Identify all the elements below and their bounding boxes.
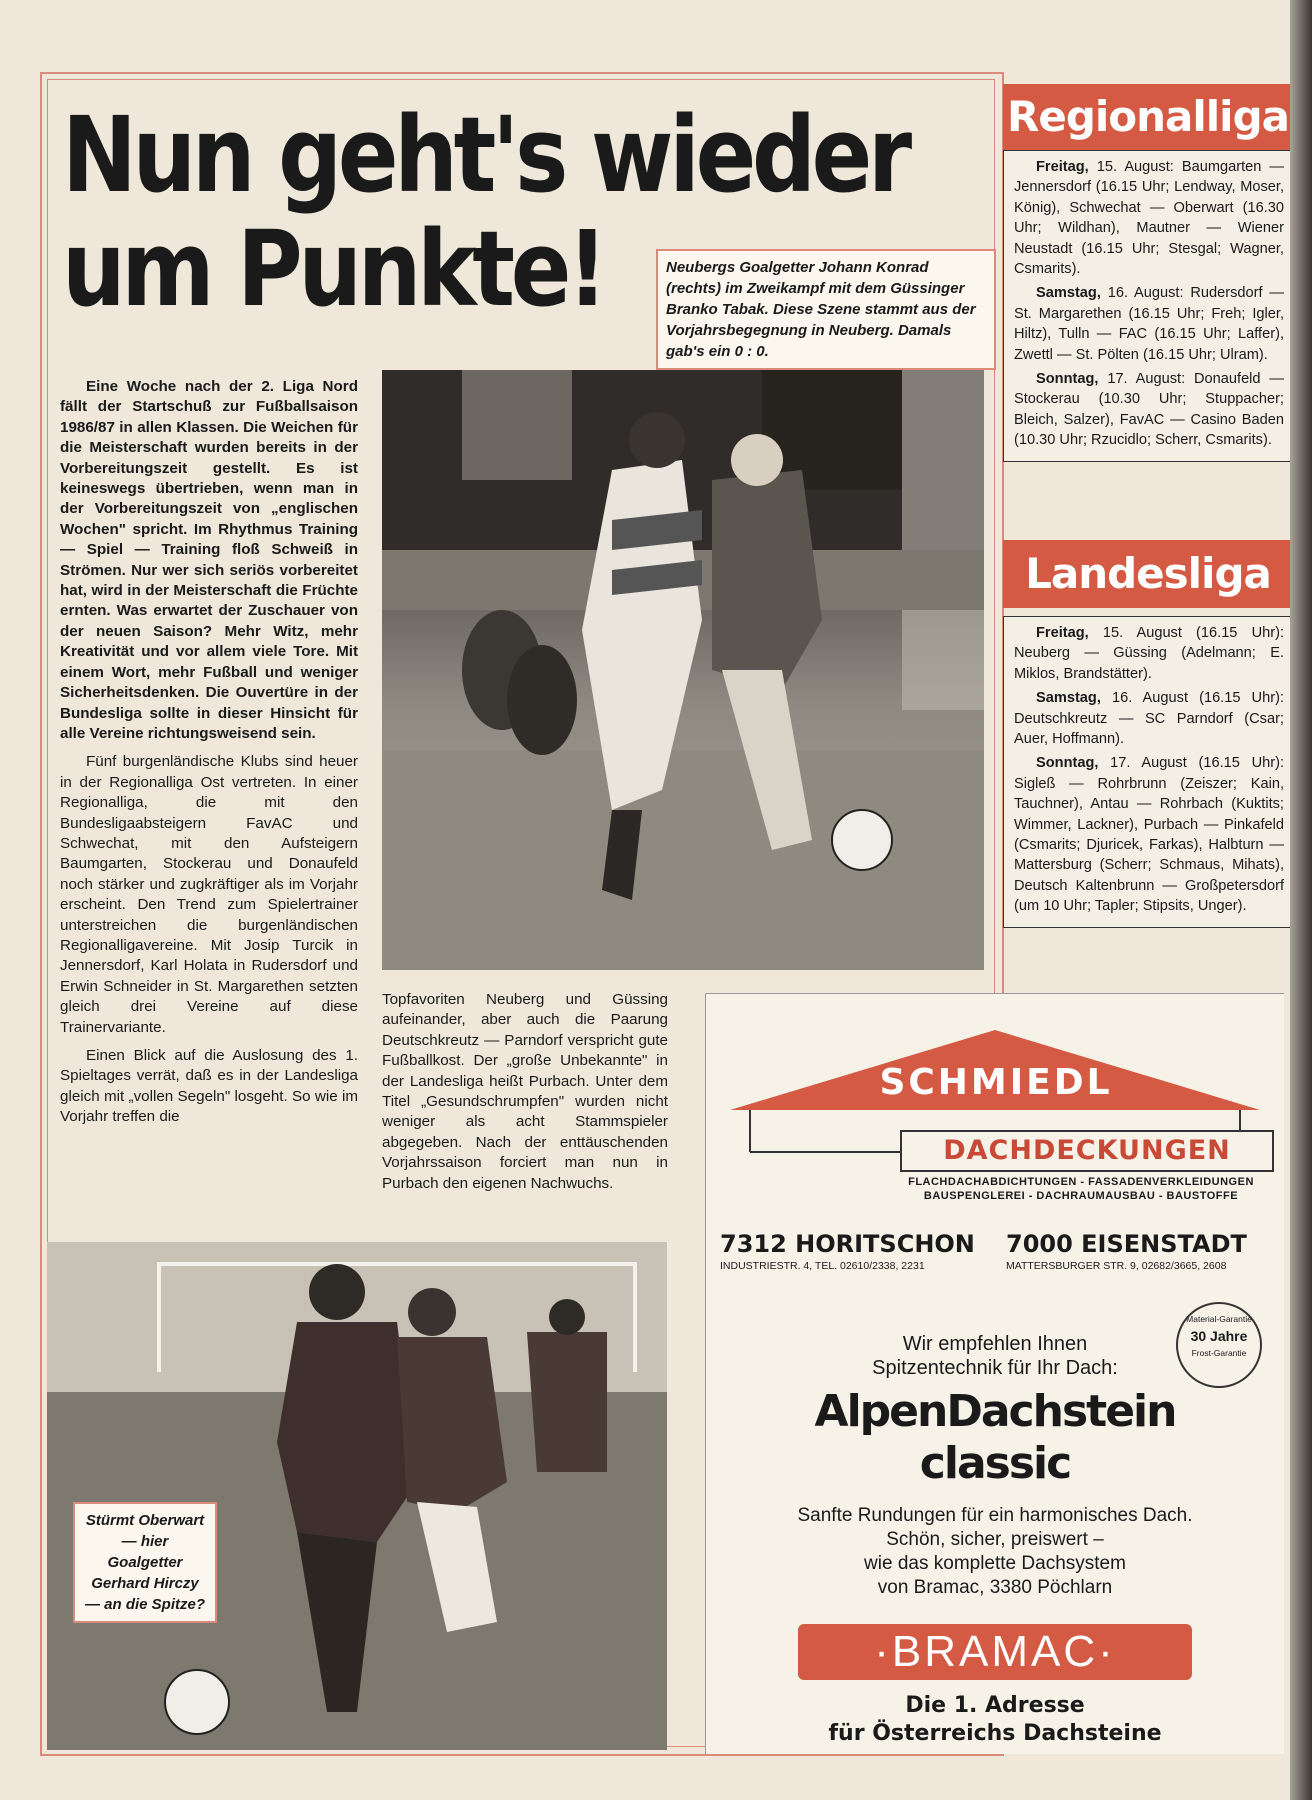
- product-desc-1: Sanfte Rundungen für ein harmonisches Dach.: [797, 1505, 1193, 1526]
- location-horitschon: 7312 HORITSCHON: [720, 1230, 975, 1258]
- product-name-1: AlpenDachstein: [814, 1386, 1176, 1437]
- address-horitschon: INDUSTRIESTR. 4, TEL. 02610/2338, 2231: [720, 1260, 925, 1272]
- ad-tagline-2: Spitzentechnik für Ihr Dach:: [872, 1357, 1118, 1379]
- article-paragraph-3: Einen Blick auf die Auslosung des 1. Spieltages verrät, daß es in der Landesliga gleich mit „vollen Segeln" losgeht. So wie im Vorjahr treffen die: [60, 1047, 358, 1126]
- seal-years: 30 Jahre: [1190, 1328, 1248, 1344]
- photo-match-scene: [382, 370, 984, 970]
- product-desc-4: von Bramac, 3380 Pöchlarn: [877, 1577, 1113, 1598]
- regionalliga-sunday: Sonntag, 17. August: Donaufeld — Stockerau (10.30 Uhr; Stuppacher; Bleich, Salzer), FavAC — Casino Baden (10.30 Uhr; Rzucidlo; Scherr, Csmarits).: [1014, 371, 1285, 449]
- product-description: [706, 1504, 1284, 1600]
- advertisement: [705, 993, 1284, 1754]
- photo-oberwart-player: [47, 1242, 667, 1750]
- page-edge-shadow: [1290, 0, 1312, 1800]
- product-name-2: classic: [919, 1438, 1071, 1489]
- landesliga-saturday: Samstag, 16. August (16.15 Uhr): Deutschkreutz — SC Parndorf (Csar; Auer, Hoffmann).: [1014, 690, 1284, 748]
- seal-top-text: Material-Garantie: [1186, 1314, 1252, 1324]
- address-eisenstadt: MATTERSBURGER STR. 9, 02682/3665, 2608: [1006, 1260, 1227, 1272]
- article-lead: Eine Woche nach der 2. Liga Nord fällt der Startschuß zur Fußballsaison 1986/87 in allen Klassen. Die Weichen für die Meisterschaft wurden bereits in der Vorbereitungszeit gestellt. Es ist keineswegs übertrieben, wenn man in der Vorbereitungszeit von „englischen Wochen" spricht. Im Rhythmus Training — Spiel — Training floß Schweiß in Strömen. Nur wer sich seriös vorbereitet hat, wird in der Meisterschaft die Früchte ernten. Was erwartet der Zuschauer von der neuen Saison? Mehr Witz, mehr Kreativität und vor allem viele Tore. Mit einem Wort, mehr Fußball und weniger Sicherheitsdenken. Die Ouvertüre in der Bundesliga sollte in dieser Hinsicht für alle Vereine richtungsweisend sein.: [60, 378, 358, 742]
- schmiedl-brand: SCHMIEDL: [879, 1062, 1113, 1103]
- article-paragraph-2: Fünf burgenländische Klubs sind heuer in der Regionalliga Ost vertreten. In einer Regionalliga, die mit den Bundesligaabsteigern FavAC und Schwechat, mit den Aufsteigern Baumgarten, Stockerau und Donaufeld noch stärker und zugkräftiger als im Vorjahr erscheint. Den Trend zum Spielertrainer unterstreichen die burgenländischen Regionalligavereine. Mit Josip Turcik in Jennersdorf, Karl Holata in Rudersdorf und Erwin Schneider in St. Margarethen setzten gleich drei Vereine auf diese Trainervariante.: [60, 753, 358, 1036]
- ad-tagline: [706, 1332, 1284, 1380]
- photo-caption-top: Neubergs Goalgetter Johann Konrad (rechts) im Zweikampf mit dem Güssinger Branko Tabak. Diese Szene stammt aus der Vorjahrsbegegnung in Neuberg. Damals gab's ein 0 : 0.: [656, 249, 996, 370]
- product-desc-2: Schön, sicher, preiswert –: [886, 1529, 1104, 1550]
- landesliga-schedule: [1003, 616, 1295, 928]
- regionalliga-friday: Freitag, 15. August: Baumgarten — Jennersdorf (16.15 Uhr; Lendway, Moser, König), Schwechat — Oberwart (16.30 Uhr; Wildhan), Mautner — Wiener Neustadt (16.15 Uhr; Stesgal; Wagner, Csmarits).: [1014, 159, 1285, 278]
- headline-line-1: Nun geht's wieder: [62, 94, 908, 216]
- regionalliga-saturday: Samstag, 16. August: Rudersdorf — St. Margarethen (16.15 Uhr; Freh; Igler, Hiltz), Tulln — FAC (16.15 Uhr; Laffer), Zwettl — St. Pölten (16.15 Uhr; Ulram).: [1014, 285, 1284, 363]
- schmiedl-services-2: BAUSPENGLEREI - DACHRAUMAUSBAU - BAUSTOFFE: [923, 1190, 1239, 1202]
- landesliga-banner: Landesliga: [1003, 540, 1293, 608]
- ad-tagline-1: Wir empfehlen Ihnen: [902, 1333, 1088, 1355]
- bramac-slogan: [706, 1692, 1284, 1748]
- bramac-slogan-2: für Österreichs Dachsteine: [828, 1721, 1162, 1746]
- bramac-logo: ·BRAMAC·: [798, 1624, 1192, 1680]
- product-name: [706, 1386, 1284, 1490]
- bramac-slogan-1: Die 1. Adresse: [905, 1693, 1085, 1718]
- article-column-2: [382, 990, 668, 1202]
- product-desc-3: wie das komplette Dachsystem: [864, 1553, 1126, 1574]
- article-paragraph-4: Topfavoriten Neuberg und Güssing aufeinander, aber auch die Paarung Deutschkreutz — Parndorf verspricht gute Fußballkost. Der „große Unbekannte" in der Landesliga heißt Purbach. Unter dem Titel „Gesundschrumpfen" wurden nicht weniger als acht Stammspieler abgegeben. Nach der enttäuschenden Vorjahrssaison forciert man nun in Purbach den eigenen Nachwuchs.: [382, 991, 668, 1192]
- headline-line-2: um Punkte!: [62, 208, 604, 330]
- photo-illustration: [382, 370, 984, 970]
- photo-caption-bottom: Stürmt Oberwart — hier Goalgetter Gerhard Hirczy — an die Spitze?: [73, 1502, 217, 1623]
- schmiedl-subtitle: DACHDECKUNGEN: [900, 1130, 1274, 1172]
- landesliga-sunday: Sonntag, 17. August (16.15 Uhr): Sigleß — Rohrbrunn (Zeiszer; Kain, Tauchner), Antau — Rohrbach (Kuktits; Wimmer, Lackner), Purbach — Pinkafeld (Csmarits; Djuricek, Farkas), Halbturn — Mattersburg (Scherr; Schmaus, Mihats), Deutsch Kaltenbrunn — Großpetersdorf (um 10 Uhr; Tapler; Stipsits, Unger).: [1014, 755, 1285, 915]
- regionalliga-schedule: [1003, 150, 1295, 462]
- schmiedl-services-1: FLACHDACHABDICHTUNGEN - FASSADENVERKLEIDUNGEN: [908, 1176, 1254, 1188]
- location-eisenstadt: 7000 EISENSTADT: [1006, 1230, 1247, 1258]
- seal-bottom-text: Frost-Garantie: [1191, 1348, 1247, 1358]
- landesliga-friday: Freitag, 15. August (16.15 Uhr): Neuberg — Güssing (Adelmann; E. Miklos, Brandstätter).: [1014, 625, 1284, 682]
- article-column-1: [60, 377, 358, 1136]
- photo-illustration-2: [47, 1242, 667, 1750]
- regionalliga-banner: Regionalliga: [1003, 84, 1293, 150]
